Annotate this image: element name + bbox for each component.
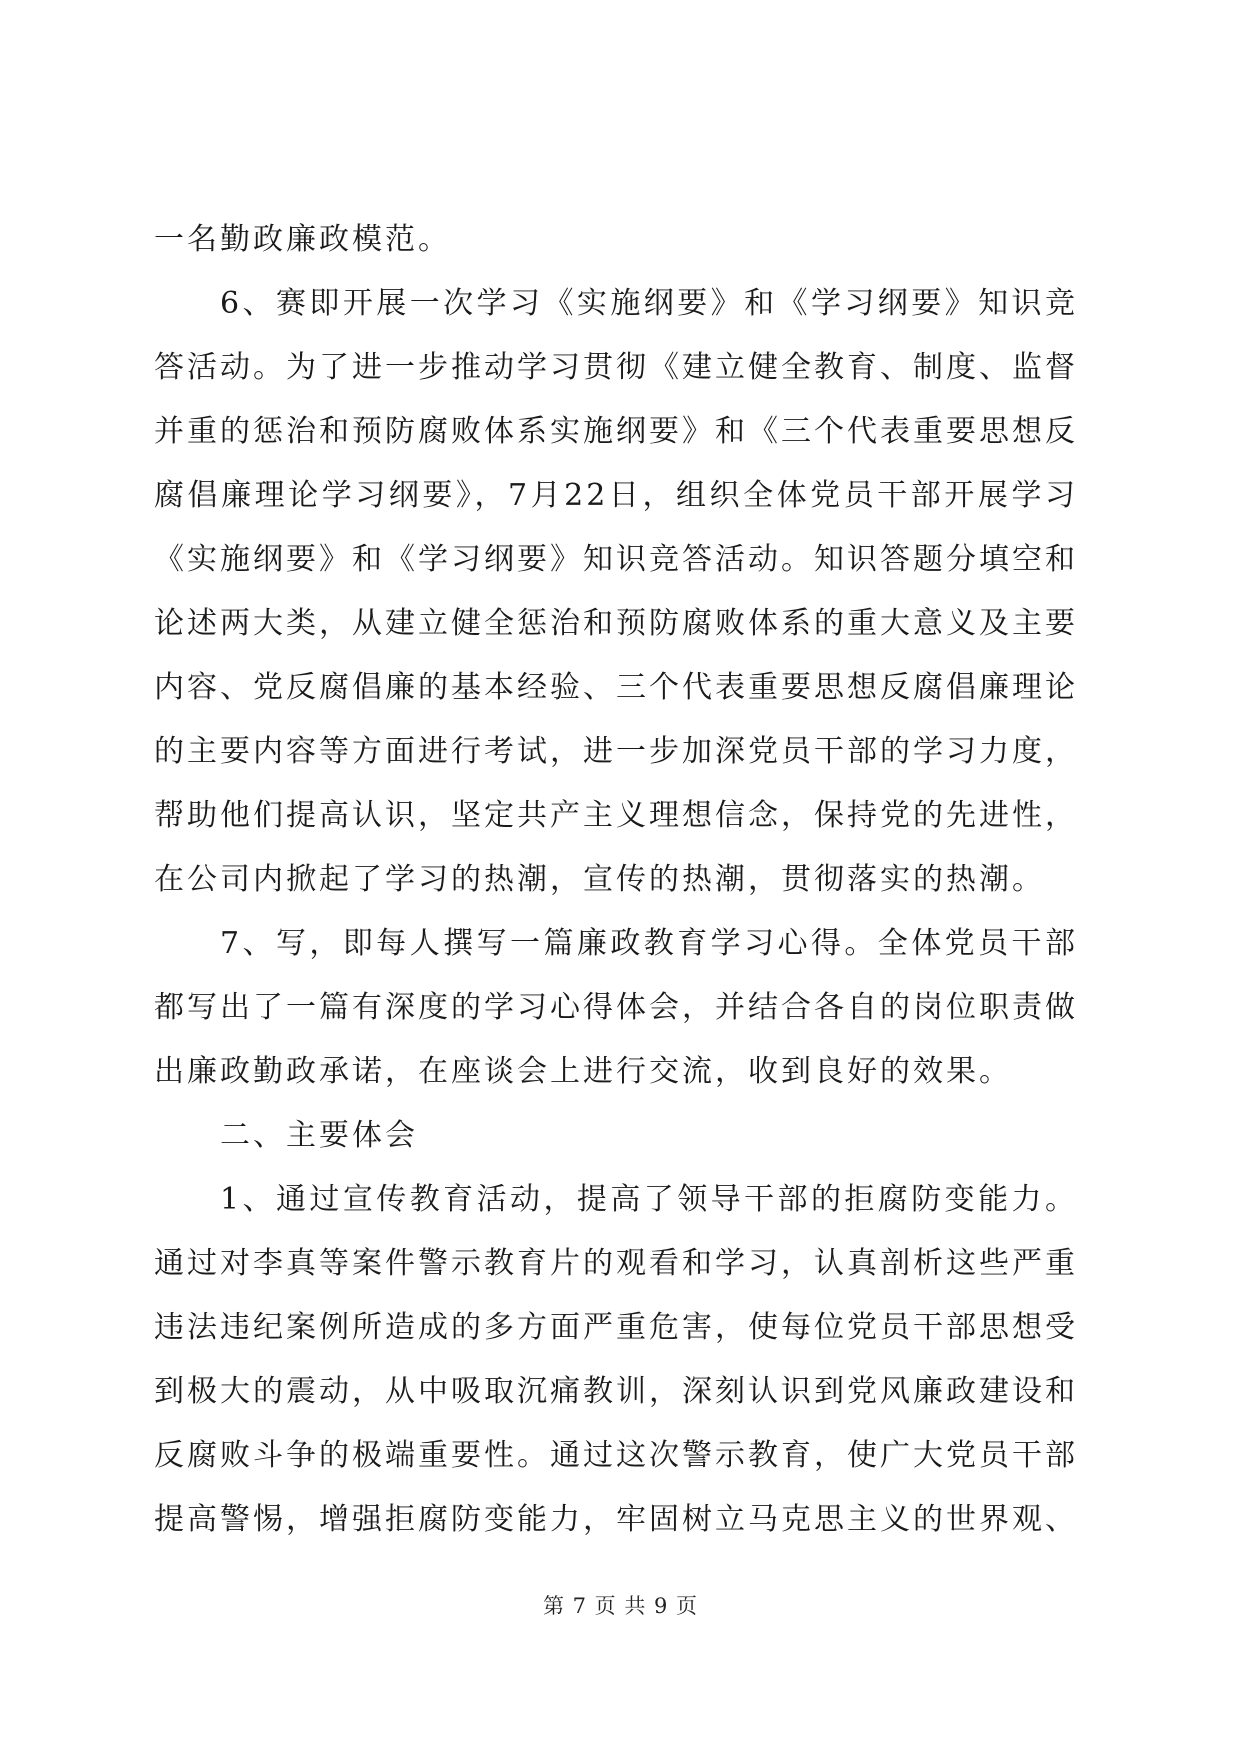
paragraph-continuation: 一名勤政廉政模范。	[154, 222, 451, 257]
paragraph-item-6: 6、赛即开展一次学习《实施纲要》和《学习纲要》知识竞答活动。为了进一步推动学习贯彻《建立健全教育、制度、监督并重的惩治和预防腐败体系实施纲要》和《三个代表重要思想反腐倡廉理论学习纲要》，7月22日，组织全体党员干部开展学习《实施纲要》和《学习纲要》知识竞答活动。知识答题分填空和论述两大类，从建立健全惩治和预防腐败体系的重大意义及主要内容、党反腐倡廉的基本经验、三个代表重要思想反腐倡廉理论的主要内容等方面进行考试，进一步加深党员干部的学习力度，帮助他们提高认识，坚定共产主义理想信念，保持党的先进性，在公司内掀起了学习的热潮，宣传的热潮，贯彻落实的热潮。	[154, 286, 1078, 897]
section-heading: 二、主要体会	[220, 1118, 418, 1153]
paragraph-item-7: 7、写，即每人撰写一篇廉政教育学习心得。全体党员干部都写出了一篇有深度的学习心得体会，并结合各自的岗位职责做出廉政勤政承诺，在座谈会上进行交流，收到良好的效果。	[154, 926, 1078, 1089]
document-body	[154, 208, 1078, 1552]
page-number-footer: 第 7 页 共 9 页	[542, 1594, 699, 1618]
paragraph-experience-1: 1、通过宣传教育活动，提高了领导干部的拒腐防变能力。通过对李真等案件警示教育片的观看和学习，认真剖析这些严重违法违纪案例所造成的多方面严重危害，使每位党员干部思想受到极大的震动，从中吸取沉痛教训，深刻认识到党风廉政建设和反腐败斗争的极端重要性。通过这次警示教育，使广大党员干部提高警惕，增强拒腐防变能力，牢固树立马克思主义的世界观、	[154, 1182, 1078, 1537]
